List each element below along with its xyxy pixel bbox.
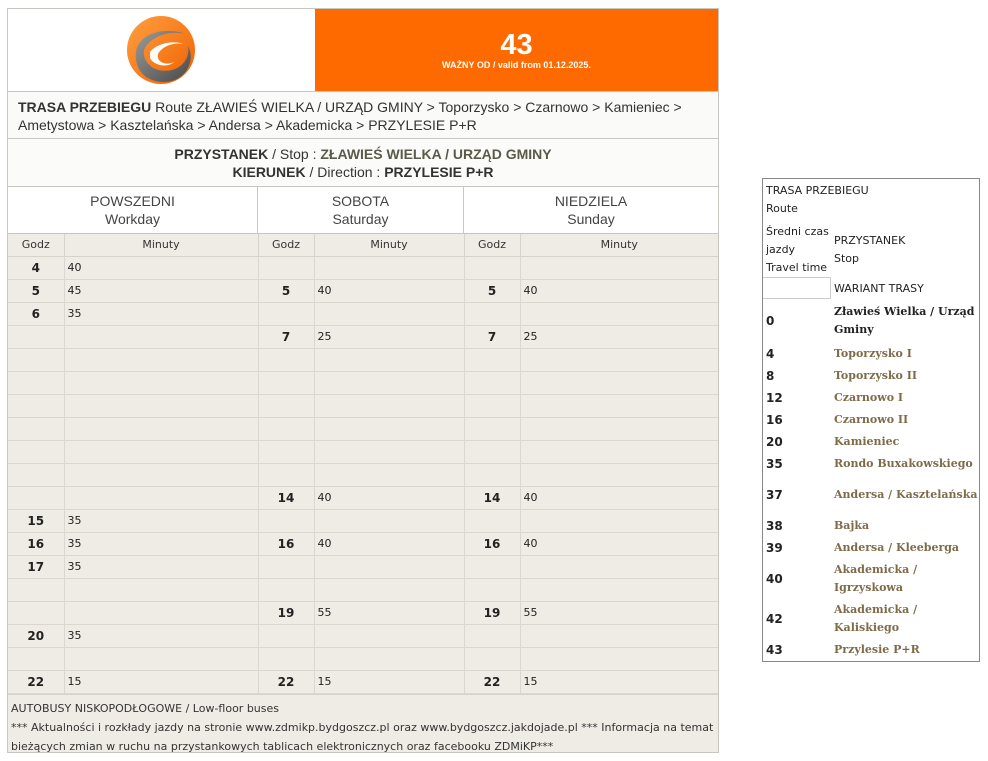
day-saturday-pl: SOBOTA — [331, 193, 390, 209]
route-stop-link[interactable]: Rondo Buxakowskiego — [834, 457, 973, 470]
route-stop-item[interactable] — [763, 409, 979, 431]
cell-minutes-saturday — [314, 463, 464, 486]
stop-label-en: / Stop : — [268, 146, 321, 162]
cell-hour-sunday — [464, 647, 520, 670]
cell-minutes-workday — [64, 394, 258, 417]
route-label-en: Route — [151, 99, 197, 115]
cell-minutes-saturday: 40 — [314, 279, 464, 302]
footer-notes — [8, 694, 718, 752]
route-stop-item[interactable] — [763, 365, 979, 387]
day-sunday-en: Sunday — [567, 211, 615, 227]
route-stop-link[interactable]: Toporzysko II — [834, 369, 917, 382]
table-row — [8, 325, 718, 348]
cell-hour-saturday — [258, 417, 314, 440]
cell-hour-workday: 15 — [8, 509, 64, 532]
route-stop-link[interactable]: Akademicka / Igrzyskowa — [834, 563, 918, 594]
cell-minutes-saturday — [314, 394, 464, 417]
day-saturday-en: Saturday — [332, 211, 389, 227]
table-row — [8, 532, 718, 555]
cell-hour-workday — [8, 417, 64, 440]
cell-minutes-workday — [64, 440, 258, 463]
route-stop-link[interactable]: Kamieniec — [834, 435, 900, 448]
table-row — [8, 670, 718, 693]
col-hour-workday: Godz — [8, 234, 64, 256]
cell-hour-saturday — [258, 256, 314, 279]
cell-hour-sunday — [464, 302, 520, 325]
cell-minutes-sunday — [520, 624, 718, 647]
table-row — [8, 440, 718, 463]
route-description — [8, 92, 718, 139]
route-stop-time: 20 — [766, 435, 783, 449]
table-row — [8, 371, 718, 394]
cell-minutes-saturday — [314, 302, 464, 325]
stop-header-en: Stop — [834, 251, 860, 265]
cell-minutes-saturday — [314, 509, 464, 532]
cell-minutes-sunday — [520, 417, 718, 440]
cell-minutes-workday — [64, 647, 258, 670]
line-info — [315, 9, 718, 91]
cell-hour-sunday — [464, 463, 520, 486]
day-sunday — [464, 187, 718, 233]
cell-minutes-workday — [64, 578, 258, 601]
cell-minutes-workday: 15 — [64, 670, 258, 693]
cell-minutes-workday: 35 — [64, 302, 258, 325]
route-stop-time: 16 — [766, 413, 783, 427]
cell-minutes-workday: 35 — [64, 624, 258, 647]
departure-table — [8, 234, 718, 694]
footer-lowfloor: AUTOBUSY NISKOPODŁOGOWE / Low-floor buses — [11, 701, 280, 715]
cell-minutes-saturday: 40 — [314, 532, 464, 555]
cell-minutes-workday — [64, 463, 258, 486]
cell-hour-sunday — [464, 578, 520, 601]
cell-minutes-saturday — [314, 647, 464, 670]
cell-hour-saturday — [258, 371, 314, 394]
route-panel-title-en: Route — [766, 202, 798, 215]
cell-minutes-saturday — [314, 578, 464, 601]
cell-hour-sunday: 19 — [464, 601, 520, 624]
cell-hour-sunday: 16 — [464, 532, 520, 555]
cell-hour-workday: 22 — [8, 670, 64, 693]
route-variant-spacer — [763, 277, 831, 299]
cell-hour-workday — [8, 325, 64, 348]
cell-minutes-sunday — [520, 509, 718, 532]
stop-info — [8, 139, 718, 187]
cell-minutes-saturday — [314, 348, 464, 371]
cell-hour-saturday: 16 — [258, 532, 314, 555]
cell-hour-workday: 5 — [8, 279, 64, 302]
route-stop-time: 42 — [766, 612, 783, 626]
route-stop-link[interactable]: Andersa / Kasztelańska — [834, 488, 978, 501]
route-stop-time: 8 — [766, 369, 775, 383]
cell-hour-workday: 16 — [8, 532, 64, 555]
route-text: ZŁAWIEŚ WIELKA / URZĄD GMINY > Toporzysko > Czarnowo > Kamieniec > Ametystowa > Kasztelańska > Andersa > Akademicka > PRZYLESIE P+R — [18, 99, 682, 133]
route-stop-item[interactable] — [763, 639, 979, 661]
timetable-panel — [7, 8, 719, 753]
route-panel-title-pl: TRASA PRZEBIEGU — [766, 184, 869, 197]
route-stop-time: 37 — [766, 488, 783, 502]
cell-minutes-saturday: 55 — [314, 601, 464, 624]
cell-hour-workday: 20 — [8, 624, 64, 647]
cell-minutes-sunday — [520, 463, 718, 486]
cell-hour-workday — [8, 371, 64, 394]
cell-minutes-sunday — [520, 647, 718, 670]
cell-hour-sunday — [464, 348, 520, 371]
day-workday-pl: POWSZEDNI — [90, 193, 175, 209]
day-saturday — [258, 187, 464, 233]
cell-hour-workday — [8, 578, 64, 601]
route-stop-item[interactable] — [763, 453, 979, 475]
day-workday — [8, 187, 258, 233]
table-row — [8, 486, 718, 509]
footer-info: *** Aktualności i rozkłady jazdy na stronie www.zdmikp.bydgoszcz.pl oraz www.bydgoszcz.jakdojade.pl *** Informacja na temat bieżących zmian w ruchu na przystankowych tablicach elektronicznych oraz facebooku ZDMiKP*** — [11, 720, 714, 753]
table-row — [8, 601, 718, 624]
route-stop-item[interactable] — [763, 387, 979, 409]
cell-hour-saturday — [258, 302, 314, 325]
cell-hour-saturday — [258, 578, 314, 601]
table-row — [8, 394, 718, 417]
stop-header — [831, 232, 979, 268]
cell-minutes-sunday — [520, 371, 718, 394]
table-row — [8, 555, 718, 578]
cell-minutes-sunday: 40 — [520, 486, 718, 509]
table-row — [8, 578, 718, 601]
cell-hour-saturday — [258, 463, 314, 486]
route-stop-time: 4 — [766, 347, 775, 361]
route-stop-time: 38 — [766, 519, 783, 533]
table-row — [8, 647, 718, 670]
cell-minutes-workday — [64, 371, 258, 394]
route-stop-item[interactable] — [763, 431, 979, 453]
cell-minutes-workday — [64, 348, 258, 371]
cell-minutes-sunday: 40 — [520, 279, 718, 302]
route-stop-link[interactable]: Czarnowo I — [834, 391, 904, 404]
travel-time-header — [763, 223, 831, 277]
day-workday-en: Workday — [105, 211, 160, 227]
direction-name: PRZYLESIE P+R — [384, 164, 494, 180]
route-label-pl: TRASA PRZEBIEGU — [18, 99, 152, 115]
cell-hour-saturday — [258, 555, 314, 578]
cell-hour-sunday — [464, 555, 520, 578]
cell-minutes-workday: 45 — [64, 279, 258, 302]
cell-hour-saturday — [258, 440, 314, 463]
cell-minutes-sunday: 25 — [520, 325, 718, 348]
cell-hour-sunday: 14 — [464, 486, 520, 509]
cell-hour-workday: 17 — [8, 555, 64, 578]
cell-hour-sunday — [464, 394, 520, 417]
cell-minutes-saturday — [314, 624, 464, 647]
cell-minutes-sunday — [520, 440, 718, 463]
cell-hour-sunday — [464, 440, 520, 463]
table-header-row — [8, 234, 718, 256]
cell-hour-saturday: 19 — [258, 601, 314, 624]
route-panel — [762, 178, 980, 662]
cell-minutes-workday — [64, 325, 258, 348]
cell-minutes-workday: 35 — [64, 555, 258, 578]
valid-from: WAŻNY OD / valid from 01.12.2025. — [442, 59, 591, 70]
cell-hour-sunday — [464, 624, 520, 647]
direction-label-en: / Direction : — [305, 164, 385, 180]
route-stop-time: 35 — [766, 457, 783, 471]
route-stop-link[interactable]: Akademicka / Kaliskiego — [834, 603, 918, 634]
route-stop-link[interactable]: Bajka — [834, 519, 870, 532]
table-row — [8, 279, 718, 302]
table-row — [8, 302, 718, 325]
timetable-header — [8, 9, 718, 92]
route-stop-link[interactable]: Czarnowo II — [834, 413, 909, 426]
day-types — [8, 187, 718, 234]
cell-minutes-saturday: 15 — [314, 670, 464, 693]
cell-minutes-saturday — [314, 417, 464, 440]
cell-minutes-sunday — [520, 394, 718, 417]
logo-area — [8, 9, 315, 91]
cell-hour-workday — [8, 348, 64, 371]
cell-hour-saturday — [258, 647, 314, 670]
cell-minutes-saturday — [314, 371, 464, 394]
cell-hour-workday — [8, 486, 64, 509]
route-stop-time: 12 — [766, 391, 783, 405]
route-variant-label: WARIANT TRASY — [834, 281, 924, 295]
cell-hour-workday: 4 — [8, 256, 64, 279]
cell-hour-sunday — [464, 256, 520, 279]
cell-hour-saturday — [258, 348, 314, 371]
route-stop-item — [763, 299, 979, 343]
zdmikp-logo-icon — [124, 12, 200, 88]
table-row — [8, 463, 718, 486]
route-stop-item[interactable] — [763, 537, 979, 559]
route-stop-time: 43 — [766, 643, 783, 657]
cell-minutes-saturday: 40 — [314, 486, 464, 509]
day-sunday-pl: NIEDZIELA — [554, 193, 628, 209]
route-stop-time: 39 — [766, 541, 783, 555]
cell-hour-saturday — [258, 624, 314, 647]
cell-hour-workday — [8, 601, 64, 624]
stop-name: ZŁAWIEŚ WIELKA / URZĄD GMINY — [320, 146, 552, 162]
route-stop-item[interactable] — [763, 599, 979, 639]
cell-hour-sunday — [464, 509, 520, 532]
route-stop-link[interactable]: Andersa / Kleeberga — [834, 541, 960, 554]
cell-minutes-sunday: 15 — [520, 670, 718, 693]
cell-hour-workday: 6 — [8, 302, 64, 325]
cell-hour-workday — [8, 440, 64, 463]
route-stop-list — [763, 299, 979, 661]
cell-hour-sunday — [464, 371, 520, 394]
col-hour-sunday: Godz — [464, 234, 520, 256]
cell-hour-saturday: 14 — [258, 486, 314, 509]
cell-hour-workday — [8, 394, 64, 417]
cell-minutes-workday: 35 — [64, 509, 258, 532]
route-stop-time: 40 — [766, 572, 783, 586]
cell-minutes-saturday — [314, 440, 464, 463]
line-number: 43 — [500, 28, 533, 61]
stop-header-pl: PRZYSTANEK — [834, 233, 906, 247]
table-row — [8, 509, 718, 532]
col-minutes-workday: Minuty — [64, 234, 258, 256]
cell-minutes-saturday — [314, 555, 464, 578]
route-panel-title — [763, 179, 979, 222]
cell-hour-saturday — [258, 394, 314, 417]
route-stop-item[interactable] — [763, 515, 979, 537]
route-stop-item[interactable] — [763, 475, 979, 515]
route-stop-item[interactable] — [763, 343, 979, 365]
route-stop-link[interactable]: Toporzysko I — [834, 347, 912, 360]
route-stop-item[interactable] — [763, 559, 979, 599]
cell-hour-sunday: 5 — [464, 279, 520, 302]
cell-hour-saturday: 7 — [258, 325, 314, 348]
cell-hour-workday — [8, 647, 64, 670]
cell-minutes-saturday: 25 — [314, 325, 464, 348]
route-panel-columns — [763, 222, 979, 277]
cell-minutes-saturday — [314, 256, 464, 279]
col-hour-saturday: Godz — [258, 234, 314, 256]
route-stop-time: 0 — [766, 314, 775, 328]
travel-time-label-en: Travel time — [766, 260, 828, 274]
cell-minutes-sunday — [520, 555, 718, 578]
cell-minutes-sunday: 55 — [520, 601, 718, 624]
cell-minutes-sunday — [520, 256, 718, 279]
travel-time-label-pl: Średni czas jazdy — [766, 224, 829, 256]
cell-minutes-workday: 40 — [64, 256, 258, 279]
table-row — [8, 348, 718, 371]
col-minutes-saturday: Minuty — [314, 234, 464, 256]
cell-hour-saturday — [258, 509, 314, 532]
route-stop-link[interactable]: Przylesie P+R — [834, 643, 920, 656]
cell-minutes-sunday: 40 — [520, 532, 718, 555]
cell-minutes-workday: 35 — [64, 532, 258, 555]
cell-minutes-sunday — [520, 578, 718, 601]
cell-minutes-sunday — [520, 348, 718, 371]
route-stop-link: Zławieś Wielka / Urząd Gminy — [834, 305, 975, 336]
col-minutes-sunday: Minuty — [520, 234, 718, 256]
cell-minutes-workday — [64, 601, 258, 624]
route-variant-row — [763, 277, 979, 299]
cell-minutes-workday — [64, 486, 258, 509]
cell-hour-sunday: 7 — [464, 325, 520, 348]
cell-minutes-sunday — [520, 302, 718, 325]
cell-hour-workday — [8, 463, 64, 486]
table-row — [8, 417, 718, 440]
cell-hour-saturday: 22 — [258, 670, 314, 693]
stop-label-pl: PRZYSTANEK — [174, 146, 269, 162]
cell-hour-saturday: 5 — [258, 279, 314, 302]
departure-rows — [8, 256, 718, 693]
cell-minutes-workday — [64, 417, 258, 440]
table-row — [8, 256, 718, 279]
cell-hour-sunday — [464, 417, 520, 440]
direction-label-pl: KIERUNEK — [232, 164, 306, 180]
table-row — [8, 624, 718, 647]
cell-hour-sunday: 22 — [464, 670, 520, 693]
